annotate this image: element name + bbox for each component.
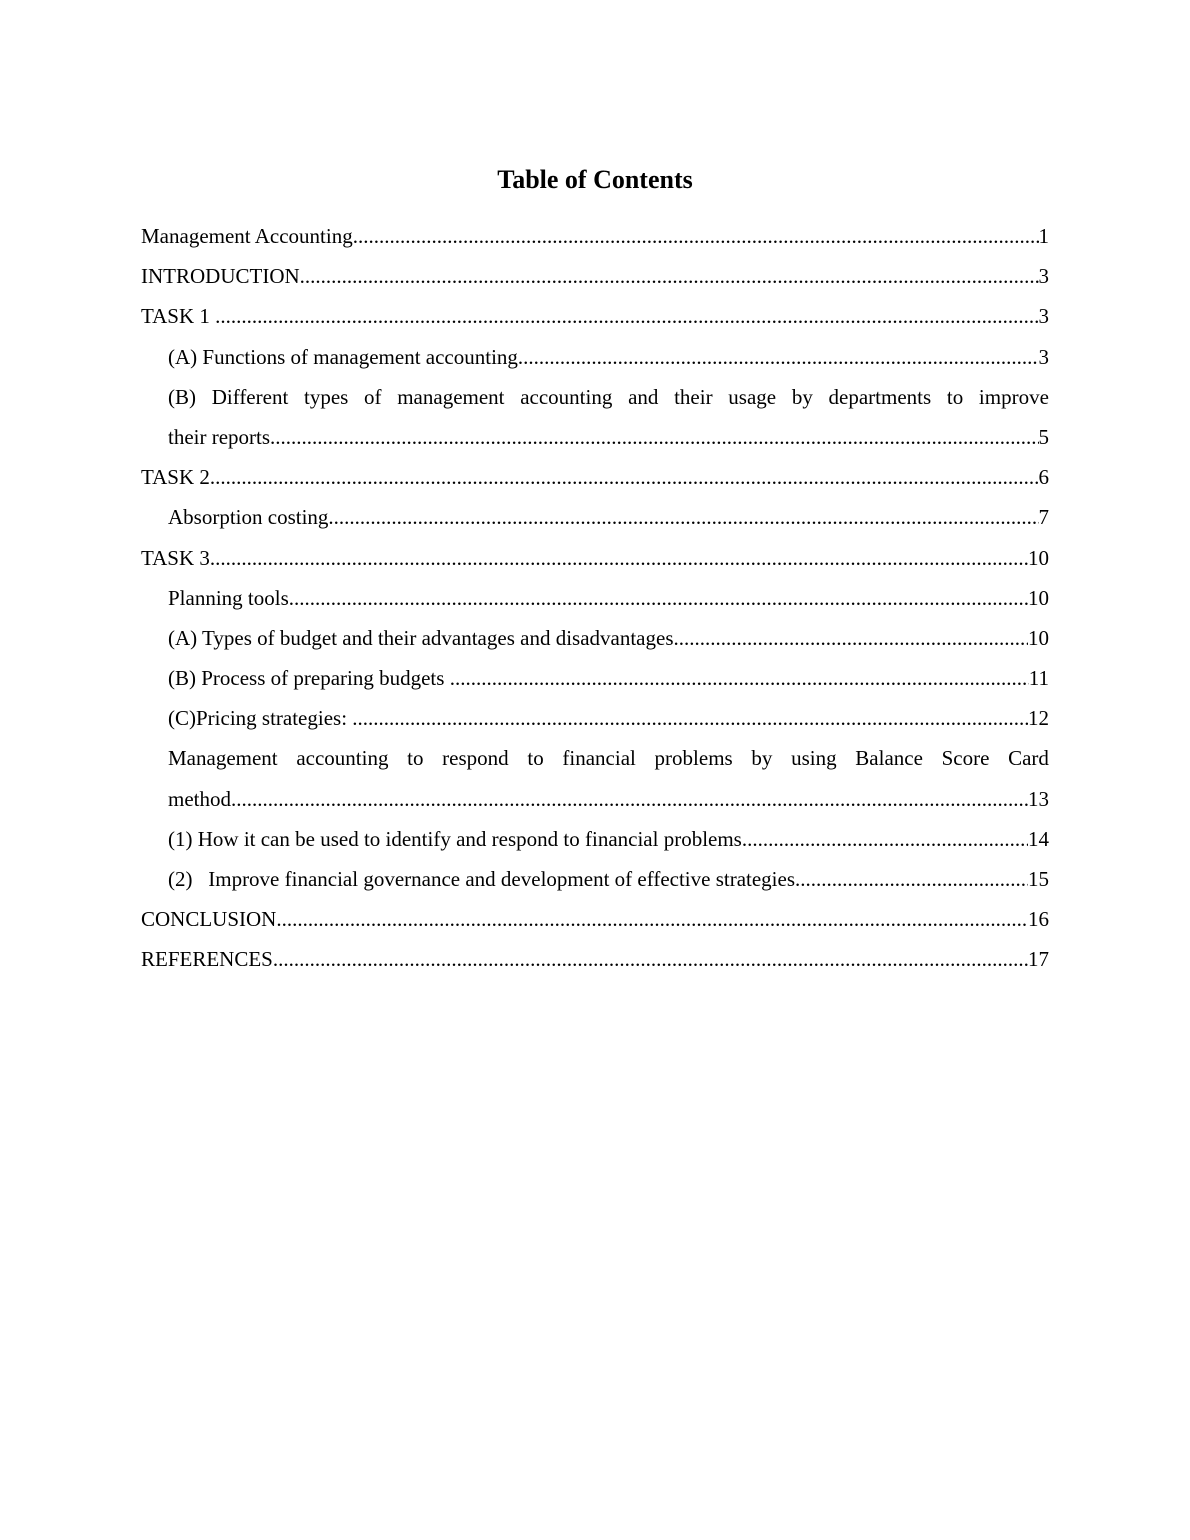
- toc-entry-page: 14: [1028, 826, 1049, 851]
- toc-entry-text-line1: [168, 377, 1049, 417]
- toc-entry-text: REFERENCES: [141, 947, 273, 972]
- toc-entry-page: 7: [1038, 505, 1049, 530]
- toc-entry-balance-score-card[interactable]: [141, 738, 1049, 818]
- toc-entry-references[interactable]: [141, 939, 1049, 979]
- toc-entry-process-budgets[interactable]: [141, 658, 1049, 698]
- dot-leader: [231, 779, 1028, 819]
- toc-entry-page: 17: [1028, 947, 1049, 972]
- toc-entry-text: TASK 2: [141, 465, 210, 490]
- toc-entry-page: 10: [1028, 545, 1049, 570]
- table-of-contents: [141, 216, 1049, 980]
- word: Different: [211, 384, 289, 409]
- toc-entry-text: (2) Improve financial governance and development of effective strategies: [168, 867, 796, 891]
- toc-entry-page: 3: [1038, 264, 1049, 289]
- dot-leader: [276, 899, 1028, 939]
- word: (B): [168, 384, 196, 409]
- toc-entry-text: TASK 1: [141, 304, 216, 329]
- word: departments: [828, 384, 932, 409]
- word: of: [364, 384, 382, 409]
- toc-entry-functions[interactable]: [141, 337, 1049, 377]
- toc-entry-page: 5: [1038, 424, 1049, 449]
- toc-entry-page: 16: [1028, 907, 1049, 932]
- toc-entry-page: 3: [1038, 344, 1049, 369]
- word: accounting: [296, 746, 389, 771]
- word: to: [946, 384, 964, 409]
- word: problems: [654, 746, 733, 771]
- word: Management: [168, 746, 278, 771]
- dot-leader: [353, 216, 1039, 256]
- toc-entry-page: 10: [1028, 585, 1049, 610]
- toc-entry-text-line2: method: [168, 786, 231, 811]
- toc-entry-page: 1: [1038, 224, 1049, 248]
- dot-leader: [300, 256, 1039, 296]
- dot-leader: [747, 819, 1028, 859]
- toc-entry-task-1[interactable]: [141, 296, 1049, 336]
- dot-leader: [215, 296, 1038, 336]
- toc-entry-text: (C)Pricing strategies:: [168, 706, 353, 731]
- dot-leader: [210, 457, 1039, 497]
- dot-leader: [450, 658, 1029, 698]
- toc-entry-conclusion[interactable]: [141, 899, 1049, 939]
- word: management: [397, 384, 505, 409]
- toc-entry-different-types[interactable]: [141, 377, 1049, 457]
- word: types: [303, 384, 349, 409]
- toc-entry-task-3[interactable]: [141, 538, 1049, 578]
- toc-entry-text: CONCLUSION: [141, 907, 277, 932]
- word: to: [407, 746, 424, 771]
- dot-leader: [210, 538, 1028, 578]
- dot-leader: [273, 939, 1028, 979]
- toc-entry-identify-respond[interactable]: [141, 819, 1049, 859]
- toc-entry-text-line2: their reports: [168, 424, 271, 449]
- dot-leader: [270, 417, 1038, 457]
- toc-entry-introduction[interactable]: [141, 256, 1049, 296]
- toc-entry-types-of-budget[interactable]: [141, 618, 1049, 658]
- toc-entry-text: INTRODUCTION: [141, 264, 300, 289]
- dot-leader: [674, 618, 1029, 658]
- word: Balance: [855, 746, 923, 771]
- toc-entry-line2-row: [168, 779, 1049, 819]
- word: accounting: [520, 384, 613, 409]
- toc-entry-text-line1: [168, 738, 1049, 778]
- toc-entry-text: (A) Functions of management accounting: [168, 344, 518, 369]
- toc-entry-text: Absorption costing: [168, 505, 329, 530]
- toc-entry-text: Management Accounting: [141, 224, 353, 248]
- word: by: [751, 746, 773, 771]
- toc-entry-financial-governance[interactable]: [141, 859, 1049, 899]
- toc-entry-page: 13: [1028, 786, 1049, 811]
- toc-entry-text: (1) How it can be used to identify and respond to financial problems.: [168, 826, 748, 851]
- dot-leader: [795, 859, 1028, 899]
- toc-entry-text: (B) Process of preparing budgets: [168, 666, 450, 691]
- dot-leader: [289, 578, 1028, 618]
- word: and: [628, 384, 659, 409]
- toc-entry-text: (A) Types of budget and their advantages and disadvantages: [168, 625, 674, 650]
- toc-entry-page: 11: [1028, 666, 1049, 691]
- toc-entry-page: 10: [1028, 625, 1049, 650]
- word: respond: [442, 746, 509, 771]
- toc-entry-text: TASK 3: [141, 545, 210, 570]
- word: to: [527, 746, 544, 771]
- word: improve: [978, 384, 1049, 409]
- toc-entry-page: 3: [1038, 304, 1049, 329]
- toc-entry-pricing-strategies[interactable]: [141, 698, 1049, 738]
- dot-leader: [328, 497, 1038, 537]
- toc-entry-management-accounting[interactable]: [141, 216, 1049, 256]
- toc-entry-task-2[interactable]: [141, 457, 1049, 497]
- toc-entry-page: 6: [1038, 465, 1049, 490]
- dot-leader: [352, 698, 1028, 738]
- word: Card: [1008, 746, 1049, 771]
- toc-entry-line2-row: [168, 417, 1049, 457]
- word: their: [674, 384, 713, 409]
- toc-entry-page: 12: [1028, 706, 1049, 731]
- toc-entry-text: Planning tools: [168, 585, 289, 610]
- toc-entry-planning-tools[interactable]: [141, 578, 1049, 618]
- word: by: [791, 384, 813, 409]
- word: Score: [941, 746, 990, 771]
- toc-entry-page: 15: [1028, 867, 1049, 891]
- toc-entry-absorption-costing[interactable]: [141, 497, 1049, 537]
- word: using: [791, 746, 837, 771]
- toc-title: Table of Contents: [497, 165, 693, 194]
- dot-leader: [518, 337, 1039, 377]
- word: usage: [728, 384, 777, 409]
- word: financial: [562, 746, 636, 771]
